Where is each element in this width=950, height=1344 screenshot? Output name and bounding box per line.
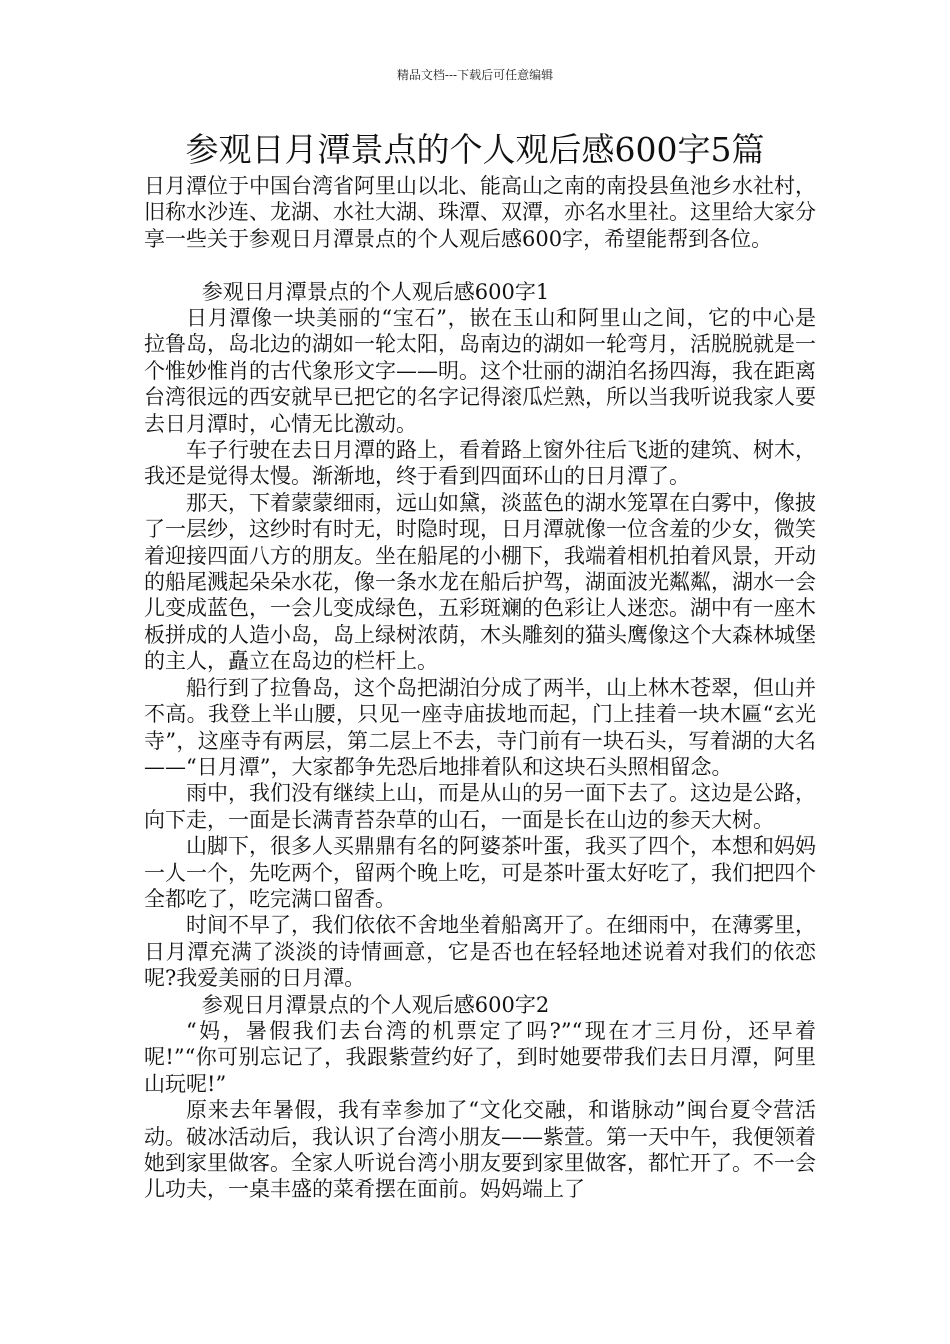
paragraph: 车子行驶在去日月潭的路上，看着路上窗外往后飞逝的建筑、树木，我还是觉得太慢。渐渐地，终于看到四面环山的日月潭了。 <box>144 438 816 489</box>
paragraph: 船行到了拉鲁岛，这个岛把湖泊分成了两半，山上林木苍翠，但山并不高。我登上半山腰，只见一座寺庙拔地而起，门上挂着一块木匾“玄光寺”，这座寺有两层，第二层上不去，寺门前有一块石头，写着湖的大名——“日月潭”，大家都争先恐后地排着队和这块石头照相留念。 <box>144 675 816 779</box>
paragraph: 雨中，我们没有继续上山，而是从山的另一面下去了。这边是公路，向下走，一面是长满青苔杂草的山石，一面是长在山边的参天大树。 <box>144 781 816 832</box>
page-title: 参观日月潭景点的个人观后感600字5篇 <box>185 130 765 169</box>
paragraph: 原来去年暑假，我有幸参加了“文化交融，和谐脉动”闽台夏令营活动。破冰活动后，我认识了台湾小朋友——紫萱。第一天中午，我便领着她到家里做客。全家人听说台湾小朋友要到家里做客，都忙开了。不一会儿功夫，一桌丰盛的菜肴摆在面前。妈妈端上了 <box>144 1098 816 1202</box>
paragraph: 日月潭像一块美丽的“宝石”，嵌在玉山和阿里山之间，它的中心是拉鲁岛，岛北边的湖如一轮太阳，岛南边的湖如一轮弯月，活脱脱就是一个惟妙惟肖的古代象形文字——明。这个壮丽的湖泊名扬四海，我在距离台湾很远的西安就早已把它的名字记得滚瓜烂熟，所以当我听说我家人要去日月潭时，心情无比激动。 <box>144 306 816 436</box>
paragraph: “妈，暑假我们去台湾的机票定了吗?”“现在才三月份，还早着呢!”“你可别忘记了，我跟紫萱约好了，到时她要带我们去日月潭，阿里山玩呢!” <box>144 1018 816 1096</box>
header-note: 精品文档---下载后可任意编辑 <box>396 68 554 82</box>
paragraph: 时间不早了，我们依依不舍地坐着船离开了。在细雨中，在薄雾里，日月潭充满了淡淡的诗情画意，它是否也在轻轻地述说着对我们的依恋呢?我爱美丽的日月潭。 <box>144 913 816 991</box>
intro-paragraph: 日月潭位于中国台湾省阿里山以北、能高山之南的南投县鱼池乡水社村，旧称水沙连、龙湖、水社大湖、珠潭、双潭，亦名水里社。这里给大家分享一些关于参观日月潭景点的个人观后感600字，希望能帮到各位。 <box>144 174 816 251</box>
section-heading-2: 参观日月潭景点的个人观后感600字2 <box>201 992 550 1017</box>
article-body <box>144 173 816 1203</box>
section-heading-1: 参观日月潭景点的个人观后感600字1 <box>201 279 550 304</box>
paragraph: 那天，下着蒙蒙细雨，远山如黛，淡蓝色的湖水笼罩在白雾中，像披了一层纱，这纱时有时无，时隐时现，日月潭就像一位含羞的少女，微笑着迎接四面八方的朋友。坐在船尾的小棚下，我端着相机拍着风景，开动的船尾溅起朵朵水花，像一条水龙在船后护驾，湖面波光粼粼，湖水一会儿变成蓝色，一会儿变成绿色，五彩斑斓的色彩让人迷恋。湖中有一座木板拼成的人造小岛，岛上绿树浓荫，木头雕刻的猫头鹰像这个大森林城堡的主人，矗立在岛边的栏杆上。 <box>144 490 816 674</box>
paragraph: 山脚下，很多人买鼎鼎有名的阿婆茶叶蛋，我买了四个，本想和妈妈一人一个，先吃两个，留两个晚上吃，可是茶叶蛋太好吃了，我们把四个全都吃了，吃完满口留香。 <box>144 834 816 911</box>
